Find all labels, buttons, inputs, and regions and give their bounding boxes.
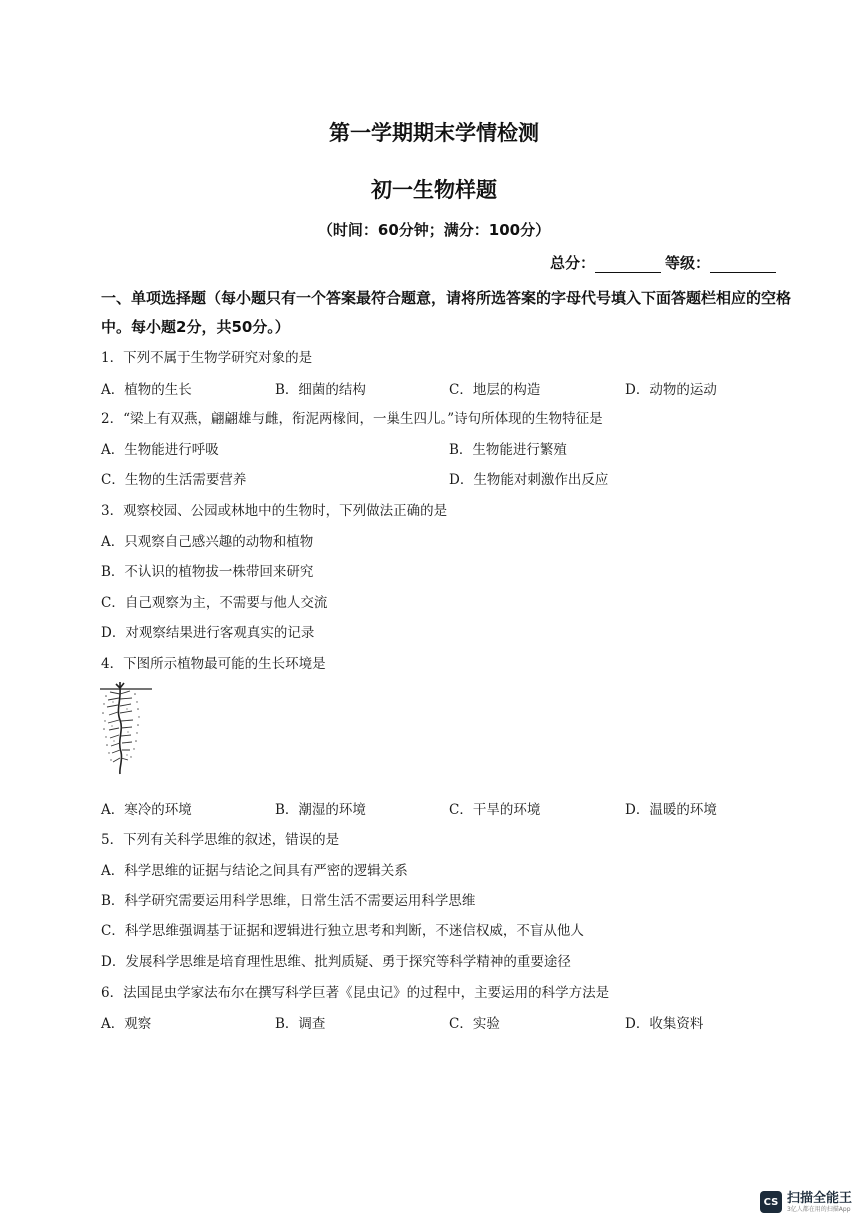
- exam-subtitle: 初一生物样题: [371, 178, 497, 202]
- option: A．观察: [101, 1016, 152, 1032]
- option: D．发展科学思维是培育理性思维、批判质疑、勇于探究等科学精神的重要途径: [101, 954, 571, 970]
- score-box: [550, 252, 780, 273]
- option: A．只观察自己感兴趣的动物和植物: [101, 534, 314, 550]
- grade-label: 等级：: [664, 254, 710, 272]
- option: A．生物能进行呼吸: [101, 442, 219, 458]
- scanner-logo-icon: CS: [760, 1191, 782, 1213]
- section-heading: 一、单项选择题（每小题只有一个答案最符合题意，请将所选答案的字母代号填入下面答题栏相应的空格中。每小题2分，共50分。）: [101, 289, 792, 336]
- total-label: 总分：: [549, 254, 595, 272]
- option: C．地层的构造: [449, 382, 541, 398]
- option: D．收集资料: [625, 1016, 704, 1032]
- grade-blank: [710, 255, 776, 273]
- question-stem: 3．观察校园、公园或林地中的生物时，下列做法正确的是: [101, 503, 448, 519]
- option: C．科学思维强调基于证据和逻辑进行独立思考和判断，不迷信权威，不盲从他人: [101, 923, 584, 939]
- exam-title: 第一学期期末学情检测: [329, 121, 539, 145]
- option: B．细菌的结构: [275, 382, 366, 398]
- question-stem: 4．下图所示植物最可能的生长环境是: [101, 656, 326, 672]
- plant-root-icon: [98, 680, 154, 776]
- scanner-name: 扫描全能王: [786, 1190, 852, 1206]
- option: B．生物能进行繁殖: [449, 442, 567, 458]
- option: A．植物的生长: [101, 382, 192, 398]
- option: D．温暖的环境: [625, 802, 717, 818]
- option: D．生物能对刺激作出反应: [449, 472, 609, 488]
- option: B．调查: [275, 1016, 326, 1032]
- option: C．实验: [449, 1016, 500, 1032]
- question-stem: 1．下列不属于生物学研究对象的是: [101, 350, 313, 366]
- option: C．自己观察为主，不需要与他人交流: [101, 595, 328, 611]
- total-blank: [595, 255, 661, 273]
- option: B．科学研究需要运用科学思维，日常生活不需要运用科学思维: [101, 893, 476, 909]
- scanner-watermark: [760, 1191, 852, 1213]
- question-stem: 5．下列有关科学思维的叙述，错误的是: [101, 832, 340, 848]
- scanner-watermark-text: [787, 1192, 852, 1213]
- option: A．科学思维的证据与结论之间具有严密的逻辑关系: [101, 863, 408, 879]
- question-stem: 2．“梁上有双燕，翩翩雄与雌，衔泥两椽间，一巢生四儿。”诗句所体现的生物特征是: [101, 411, 603, 427]
- option: D．动物的运动: [625, 382, 717, 398]
- option: C．干旱的环境: [449, 802, 541, 818]
- option: C．生物的生活需要营养: [101, 472, 247, 488]
- question-stem: 6．法国昆虫学家法布尔在撰写科学巨著《昆虫记》的过程中，主要运用的科学方法是: [101, 985, 610, 1001]
- scanner-tagline: 3亿人都在用的扫描App: [786, 1205, 851, 1213]
- option: B．不认识的植物拔一株带回来研究: [101, 564, 314, 580]
- time-info: （时间：60分钟；满分：100分）: [317, 221, 551, 239]
- option: D．对观察结果进行客观真实的记录: [101, 625, 315, 641]
- option: B．潮湿的环境: [275, 802, 366, 818]
- option: A．寒冷的环境: [101, 802, 192, 818]
